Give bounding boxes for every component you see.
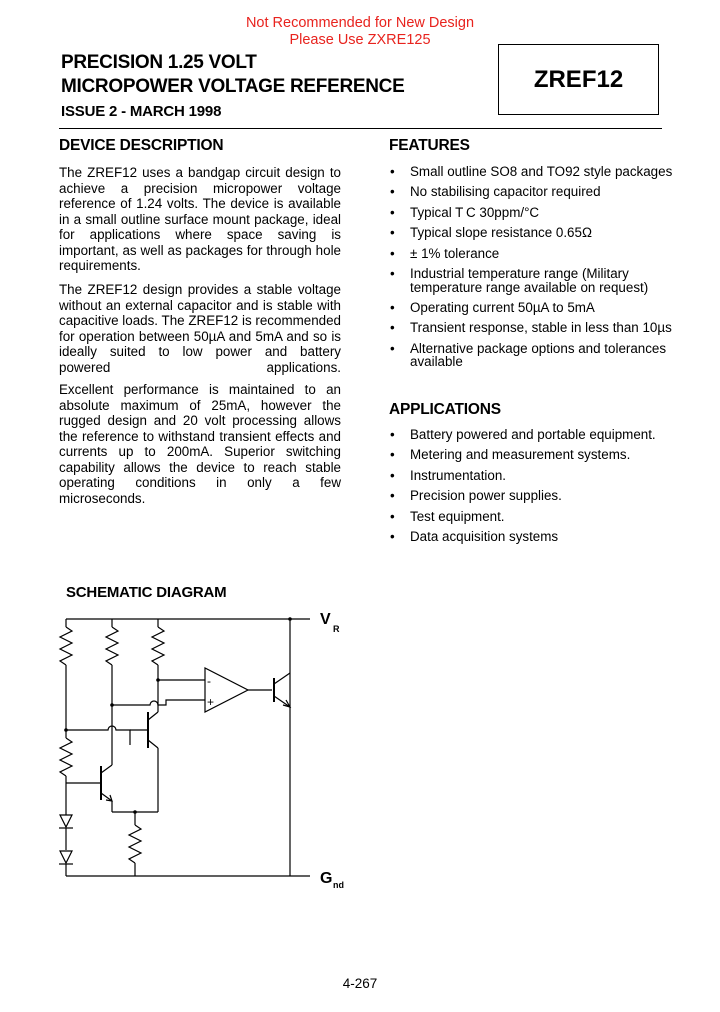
vr-label: V	[320, 611, 331, 628]
list-item: • Test equipment.	[390, 508, 505, 524]
list-item: • Transient response, stable in less than 10µs	[390, 320, 672, 336]
bullet-icon: •	[390, 299, 395, 315]
applications-heading: APPLICATIONS	[389, 401, 501, 418]
bullet-icon: •	[390, 467, 395, 483]
opamp-plus-label: +	[207, 695, 215, 709]
list-item: • Instrumentation.	[390, 467, 507, 483]
gnd-label: G	[320, 870, 333, 887]
vr-subscript: R	[333, 624, 340, 634]
list-item: • Data acquisition systems	[390, 528, 559, 544]
description-paragraph-2: The ZREF12 design provides a stable voltage without an external capacitor and is stable with capacitive loads. The ZREF12 is recommended for operation between 50µA and 5mA and so is ideally suited to low power and battery powered applications.	[59, 282, 341, 375]
bullet-icon: •	[390, 427, 395, 442]
list-item: • Alternative package options and tolerances available	[390, 340, 667, 370]
bullet-icon: •	[390, 265, 395, 281]
issue-date: ISSUE 2 - MARCH 1998	[61, 103, 222, 120]
description-paragraph-1: The ZREF12 uses a bandgap circuit design to achieve a precision micropower voltage reference of 1.24 volts. The device is available in a small outline surface mount package, ideal for applications where space saving is important, as well as packages for through hole requirements.	[59, 165, 341, 273]
device-description-heading: DEVICE DESCRIPTION	[59, 137, 224, 154]
list-item: • Battery powered and portable equipment.	[390, 427, 656, 442]
not-recommended-notice: Not Recommended for New Design	[245, 15, 475, 31]
resistor-r5	[129, 825, 141, 863]
opamp-minus-label: -	[207, 674, 211, 688]
bullet-icon: •	[390, 447, 395, 463]
resistor-r1	[60, 627, 72, 665]
replacement-notice: Please Use ZXRE125	[289, 32, 431, 48]
diode-d2	[60, 851, 72, 863]
bullet-icon: •	[390, 488, 395, 504]
bullet-icon: •	[390, 528, 395, 544]
bullet-icon: •	[390, 320, 395, 336]
resistor-r3	[152, 627, 164, 665]
bullet-icon: •	[390, 245, 395, 261]
resistor-r2	[106, 627, 118, 665]
list-item: • No stabilising capacitor required	[390, 184, 601, 200]
list-item: • Operating current 50µA to 5mA	[390, 299, 595, 315]
title-line-2: MICROPOWER VOLTAGE REFERENCE	[61, 76, 405, 97]
bullet-icon: •	[390, 184, 395, 200]
features-heading: FEATURES	[389, 137, 470, 154]
bullet-icon: •	[390, 225, 395, 241]
gnd-subscript: nd	[333, 880, 344, 890]
bullet-icon: •	[390, 340, 395, 356]
bullet-icon: •	[390, 508, 395, 524]
description-paragraph-3: Excellent performance is maintained to an absolute maximum of 25mA, however the rugged design and 20 volt processing allows the reference to withstand transient effects and currents up to 200mA. Superior switching capability allows the device to reach stable operating conditions in only a few microseconds.	[59, 382, 341, 506]
list-item: • Industrial temperature range (Military temperature range available on request)	[390, 265, 649, 295]
list-item: • Typical slope resistance 0.65Ω	[390, 225, 592, 241]
bullet-icon: •	[390, 164, 395, 179]
page-number: 4-267	[342, 976, 378, 991]
list-item: • Small outline SO8 and TO92 style packages	[390, 164, 673, 179]
part-number: ZREF12	[533, 65, 624, 93]
schematic-heading: SCHEMATIC DIAGRAM	[66, 584, 227, 601]
title-line-1: PRECISION 1.25 VOLT	[61, 52, 257, 73]
list-item: • ± 1% tolerance	[390, 245, 500, 261]
list-item: • Typical T C 30ppm/°C	[390, 204, 540, 220]
resistor-r4	[60, 738, 72, 776]
diode-d1	[60, 815, 72, 827]
list-item: • Precision power supplies.	[390, 488, 562, 504]
bullet-icon: •	[390, 204, 395, 220]
list-item: • Metering and measurement systems.	[390, 447, 631, 463]
